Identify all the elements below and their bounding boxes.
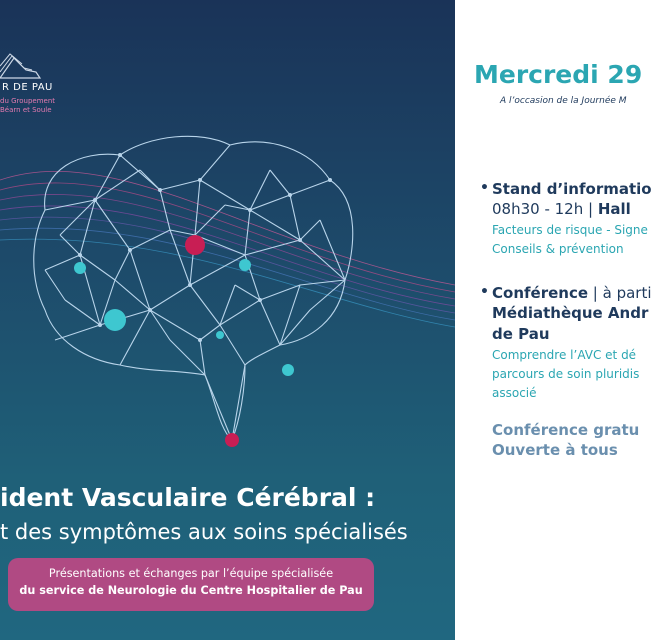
- event-date: Mercredi 29: [474, 60, 643, 89]
- cyan-node-4: [282, 364, 294, 376]
- conference-place-1: Médiathèque Andr: [492, 304, 649, 322]
- red-node-large: [185, 235, 205, 255]
- red-node-small: [225, 433, 239, 447]
- free-conference-line-2: Ouverte à tous: [492, 441, 618, 459]
- event-details-panel: [455, 0, 652, 640]
- cyan-node-3: [239, 259, 251, 271]
- logo-subtitle-1: du Groupement: [0, 97, 56, 105]
- logo-name: R DE PAU: [2, 82, 53, 93]
- cyan-node-5: [216, 331, 224, 339]
- conference-bullet: •: [480, 284, 489, 300]
- free-conference-line-1: Conférence gratu: [492, 421, 640, 439]
- poster-title: ident Vasculaire Cérébral :: [0, 483, 376, 512]
- presenter-box: [8, 558, 374, 611]
- stand-time-text: 08h30 - 12h |: [492, 200, 598, 218]
- conference-title-text: Conférence: [492, 284, 589, 302]
- brain-network-illustration: [0, 110, 455, 460]
- conference-detail-3: associé: [492, 386, 537, 400]
- event-occasion: A l’occasion de la Journée M: [500, 96, 627, 106]
- presenter-line-2: du service de Neurologie du Centre Hospitalier de Pau: [19, 584, 363, 597]
- presenter-line-1: Présentations et échanges par l’équipe spécialisée: [48, 567, 334, 580]
- stand-bullet: •: [480, 180, 489, 196]
- stand-time: [492, 200, 631, 218]
- conference-title-rest: | à parti: [588, 284, 652, 302]
- cyan-node-2: [104, 309, 126, 331]
- stand-detail-1: Facteurs de risque - Signe: [492, 223, 648, 237]
- stand-detail-2: Conseils & prévention: [492, 242, 624, 256]
- conference-detail-1: Comprendre l’AVC et dé: [492, 348, 637, 362]
- logo-subtitle-2: Béarn et Soule: [0, 106, 52, 114]
- poster-subtitle: t des symptômes aux soins spécialisés: [0, 520, 408, 544]
- conference-place-2: de Pau: [492, 325, 550, 343]
- conference-detail-2: parcours de soin pluridis: [492, 367, 640, 381]
- stand-title-text: Stand d’informatio: [492, 180, 652, 198]
- stand-place: Hall: [597, 200, 631, 218]
- stand-title: [492, 180, 652, 198]
- cyan-node-1: [74, 262, 86, 274]
- conference-title: [492, 284, 652, 302]
